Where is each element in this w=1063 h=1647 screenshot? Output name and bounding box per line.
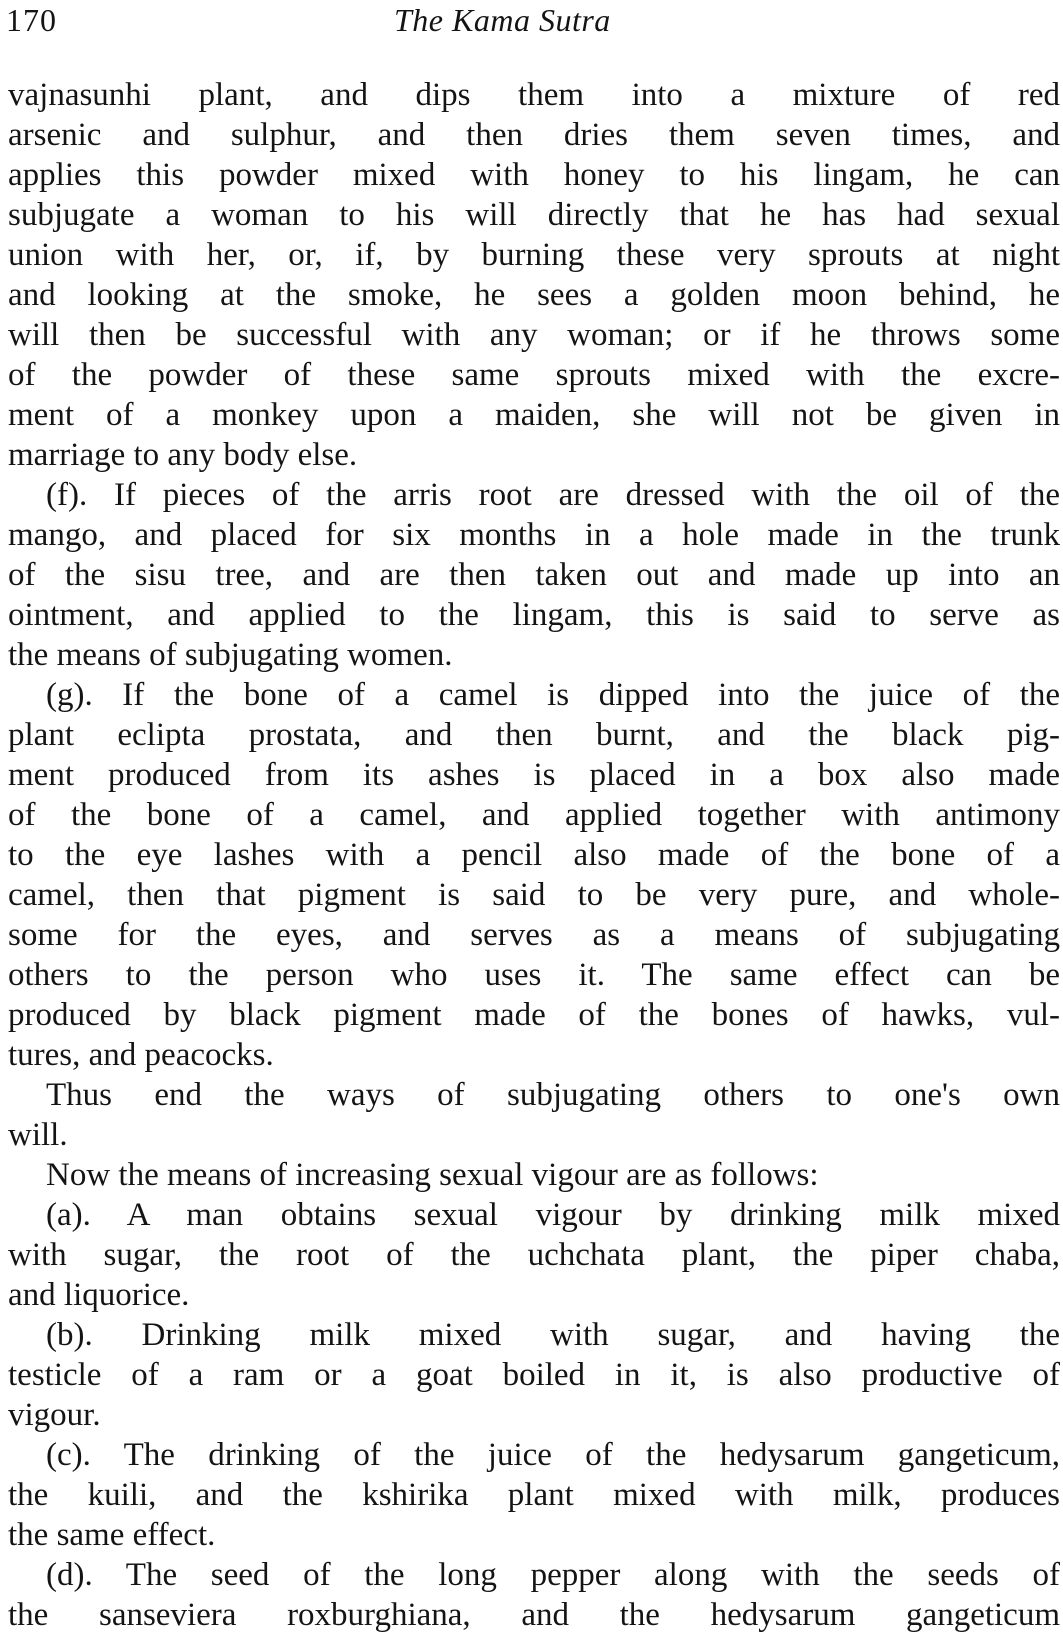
text-line: subjugate a woman to his will directly that he has had sexual <box>8 197 1060 233</box>
text-line: and liquorice. <box>8 1277 190 1313</box>
running-title: The Kama Sutra <box>394 2 611 38</box>
paragraph-now-line: Now the means of increasing sexual vigour are as follows: <box>46 1157 819 1193</box>
paragraph-b-line: (b). Drinking milk mixed with sugar, and having the <box>46 1317 1060 1353</box>
paragraph-g-line: (g). If the bone of a camel is dipped into the juice of the <box>46 677 1060 713</box>
paragraph-a-line: (a). A man obtains sexual vigour by drinking milk mixed <box>46 1197 1060 1233</box>
text-line: plant eclipta prostata, and then burnt, and the black pig- <box>8 717 1060 753</box>
body-text <box>8 75 1060 1635</box>
text-line: mango, and placed for six months in a hole made in the trunk <box>8 517 1060 553</box>
text-line: vigour. <box>8 1397 101 1433</box>
page-number: 170 <box>6 2 57 38</box>
page-header <box>6 0 1037 40</box>
text-line: camel, then that pigment is said to be very pure, and whole- <box>8 877 1060 913</box>
text-line: applies this powder mixed with honey to his lingam, he can <box>8 157 1060 193</box>
paragraph-c-line: (c). The drinking of the juice of the hedysarum gangeticum, <box>46 1437 1060 1473</box>
text-line: ment produced from its ashes is placed in a box also made <box>8 757 1060 793</box>
text-line: to the eye lashes with a pencil also made of the bone of a <box>8 837 1060 873</box>
text-line: ment of a monkey upon a maiden, she will not be given in <box>8 397 1060 433</box>
text-line: of the powder of these same sprouts mixed with the excre- <box>8 357 1060 393</box>
paragraph-thus-line: Thus end the ways of subjugating others to one's own <box>46 1077 1060 1113</box>
text-line: the same effect. <box>8 1517 216 1553</box>
text-line: union with her, or, if, by burning these very sprouts at night <box>8 237 1060 273</box>
text-line: others to the person who uses it. The same effect can be <box>8 957 1060 993</box>
text-line: arsenic and sulphur, and then dries them seven times, and <box>8 117 1060 153</box>
text-line: marriage to any body else. <box>8 437 358 473</box>
paragraph-f-line: (f). If pieces of the arris root are dressed with the oil of the <box>46 477 1060 513</box>
text-line: with sugar, the root of the uchchata plant, the piper chaba, <box>8 1237 1060 1273</box>
text-line: of the sisu tree, and are then taken out and made up into an <box>8 557 1060 593</box>
text-line: of the bone of a camel, and applied together with antimony <box>8 797 1060 833</box>
text-line: and looking at the smoke, he sees a golden moon behind, he <box>8 277 1060 313</box>
text-line: the kuili, and the kshirika plant mixed with milk, produces <box>8 1477 1060 1513</box>
text-line: vajnasunhi plant, and dips them into a mixture of red <box>8 77 1060 113</box>
text-line: testicle of a ram or a goat boiled in it, is also productive of <box>8 1357 1060 1393</box>
text-line: ointment, and applied to the lingam, this is said to serve as <box>8 597 1060 633</box>
text-line: will. <box>8 1117 68 1153</box>
text-line: tures, and peacocks. <box>8 1037 274 1073</box>
text-line: will then be successful with any woman; or if he throws some <box>8 317 1060 353</box>
text-line: some for the eyes, and serves as a means of subjugating <box>8 917 1060 953</box>
text-line: produced by black pigment made of the bones of hawks, vul- <box>8 997 1060 1033</box>
text-line: the sanseviera roxburghiana, and the hedysarum gangeticum <box>8 1597 1060 1633</box>
text-line: the means of subjugating women. <box>8 637 453 673</box>
paragraph-d-line: (d). The seed of the long pepper along with the seeds of <box>46 1557 1060 1593</box>
